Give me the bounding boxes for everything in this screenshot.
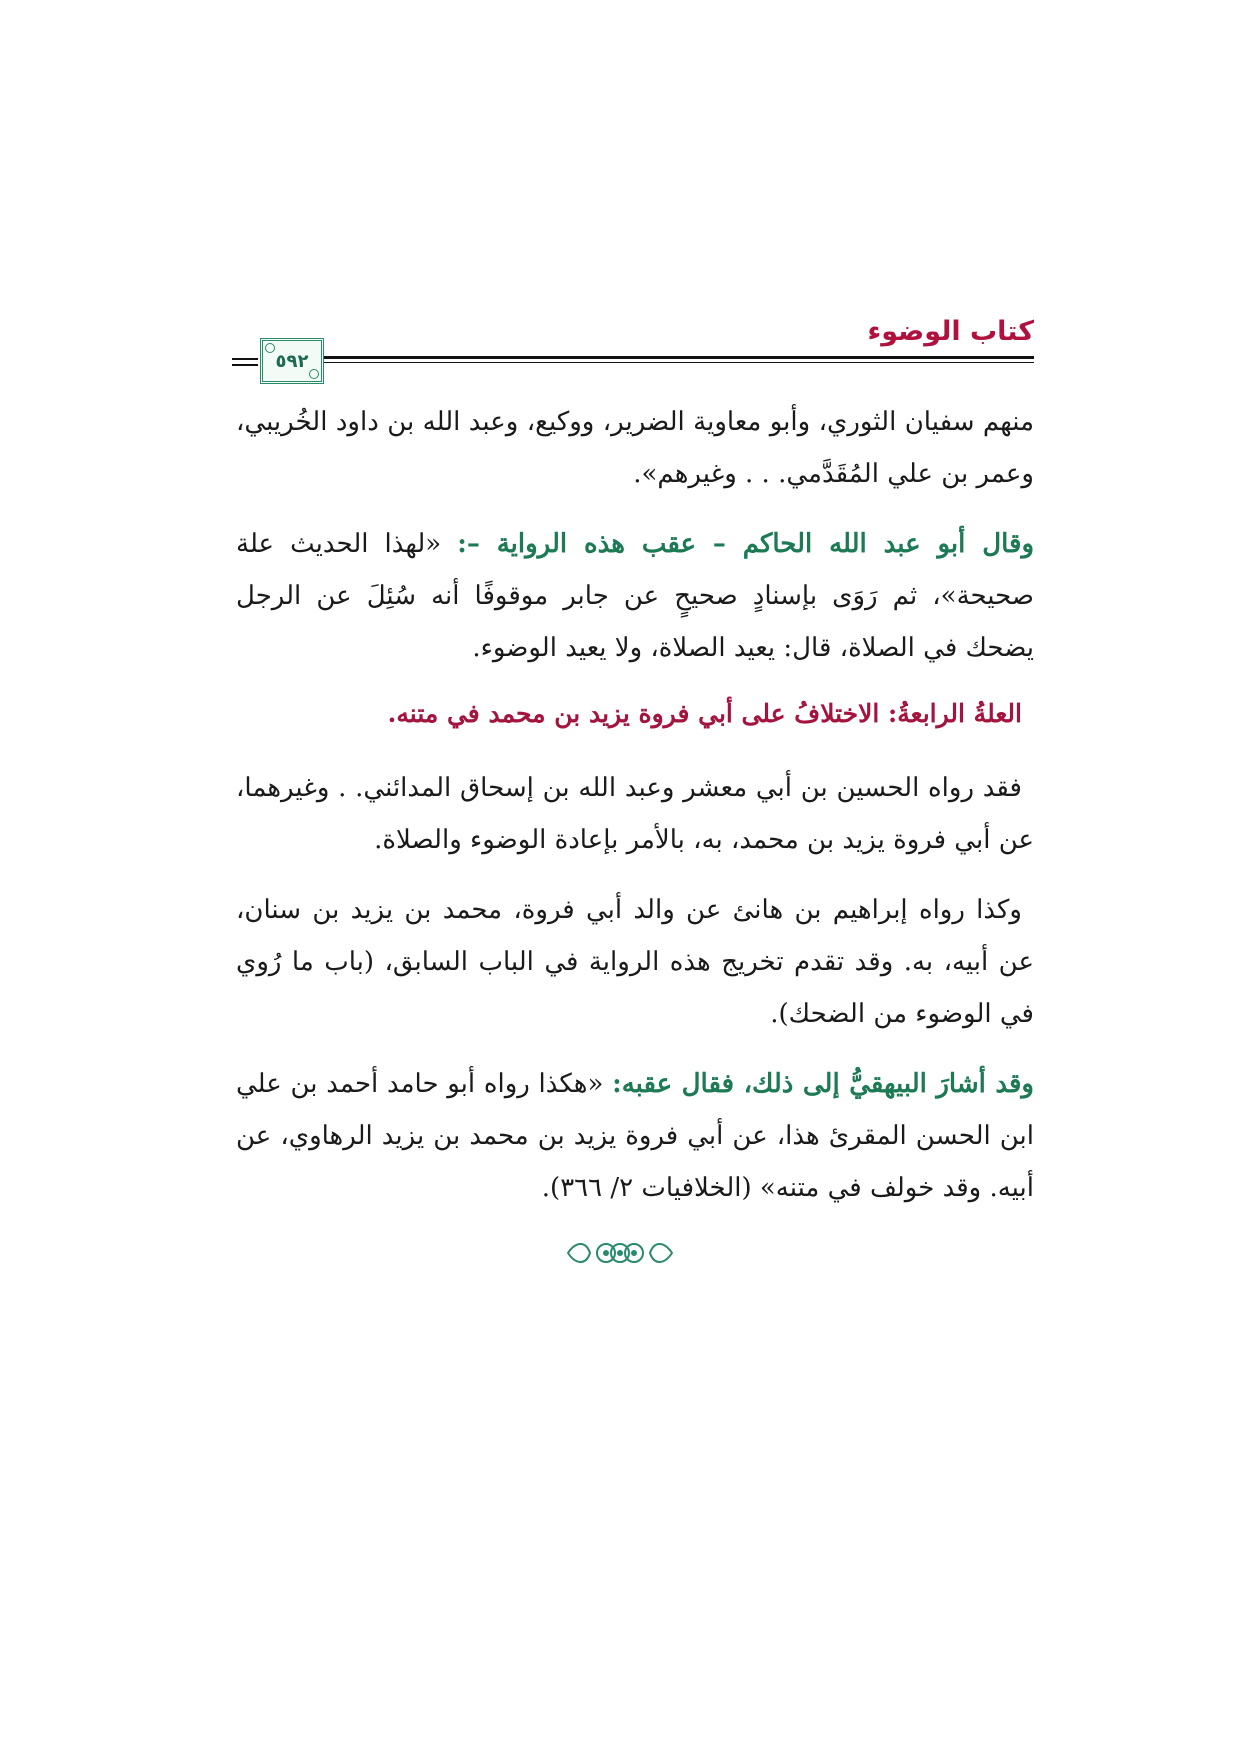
end-of-section-ornament-icon — [560, 1235, 680, 1271]
paragraph-3 — [236, 762, 1034, 866]
page-number-frame — [260, 338, 324, 384]
header-rule-left-2 — [232, 364, 258, 366]
book-title: كتاب الوضوء — [867, 316, 1034, 347]
paragraph-text: «لهذا الحديث علة صحيحة»، ثم رَوَى بإسنادٍ صحيحٍ عن جابر موقوفًا أنه سُئِلَ عن الرجل يضحك في الصلاة، قال: يعيد الصلاة، ولا يعيد الوضوء. — [236, 529, 1034, 663]
section-heading: العلةُ الرابعةُ: الاختلافُ على أبي فروة يزيد بن محمد في متنه. — [387, 699, 1022, 728]
paragraph-text: منهم سفيان الثوري، وأبو معاوية الضرير، ووكيع، وعبد الله بن داود الخُريبي، وعمر بن علي المُقَدَّمي. . . وغيرهم». — [236, 407, 1034, 489]
paragraph-2 — [236, 518, 1034, 674]
paragraph-text: «هكذا رواه أبو حامد أحمد بن علي ابن الحسن المقرئ هذا، عن أبي فروة يزيد بن محمد بن يزيد الرهاوي، عن أبيه. وقد خولف في متنه» (الخلافيات ٢/ ٣٦٦). — [236, 1069, 1034, 1203]
header-rule-thin — [274, 362, 1034, 363]
header-rule-left — [232, 358, 258, 360]
main-text — [236, 396, 1034, 1232]
page-header — [236, 310, 1034, 390]
paragraph-1 — [236, 396, 1034, 500]
paragraph-text: وكذا رواه إبراهيم بن هانئ عن والد أبي فروة، محمد بن يزيد بن سنان، عن أبيه، به. وقد تقدم تخريج هذه الرواية في الباب السابق، (باب ما رُوي في الوضوء من الضحك). — [236, 895, 1034, 1029]
paragraph-text: فقد رواه الحسين بن أبي معشر وعبد الله بن إسحاق المدائني. . وغيرهما، عن أبي فروة يزيد بن محمد، به، بالأمر بإعادة الوضوء والصلاة. — [236, 773, 1034, 855]
paragraph-lead: وقد أشارَ البيهقيُّ إلى ذلك، فقال عقبه: — [612, 1069, 1034, 1099]
header-rule — [274, 356, 1034, 359]
page-number: ٥٩٢ — [275, 350, 309, 372]
paragraph-4 — [236, 884, 1034, 1040]
paragraph-5 — [236, 1058, 1034, 1214]
paragraph-lead: وقال أبو عبد الله الحاكم – عقب هذه الرواية –: — [457, 529, 1034, 559]
